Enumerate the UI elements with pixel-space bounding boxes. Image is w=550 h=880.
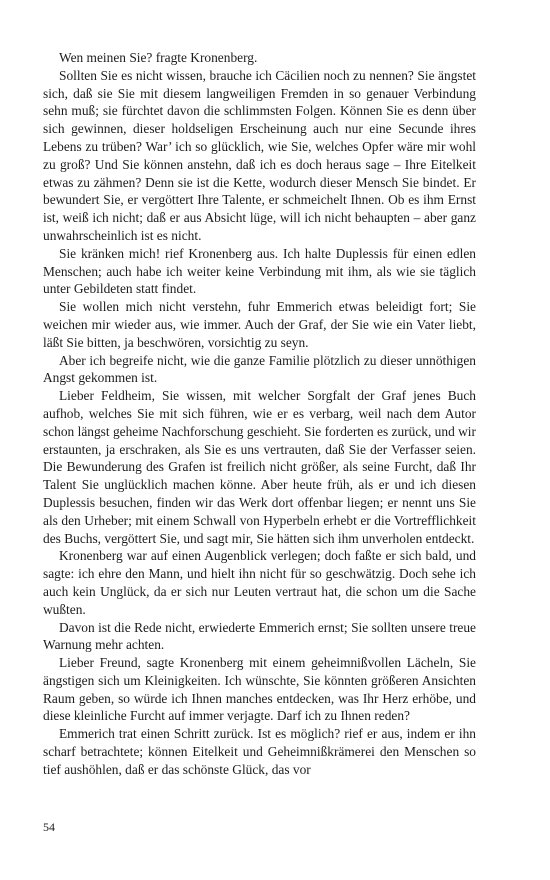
paragraph: Kronenberg war auf einen Augenblick verlegen; doch faßte er sich bald, und sagte: ich ehre den Mann, und hielt ihn nicht für so geschwätzig. Doch sehe ich auch kein Unglück, da er sich nur Leuten vertraut hat, die schon um die Sache wußten. (43, 548, 476, 617)
paragraph: Lieber Freund, sagte Kronenberg mit einem geheimnißvollen Lächeln, Sie ängstigen sich um Kleinigkeiten. Ich wünschte, Sie könnten größeren Ansichten Raum geben, so würde ich Ihnen manches entdecken, was Ihr Herz erhöbe, und diese kleinliche Furcht auf immer verjagte. Darf ich zu Ihnen reden? (43, 655, 476, 724)
paragraph: Emmerich trat einen Schritt zurück. Ist es möglich? rief er aus, indem er ihn scharf betrachtete; können Eitelkeit und Geheimnißkrämerei den Menschen so tief aushöhlen, daß er das schönste Glück, das vor (43, 726, 476, 777)
page-number: 54 (43, 820, 55, 834)
paragraph: Sollten Sie es nicht wissen, brauche ich Cäcilien noch zu nennen? Sie ängstet sich, daß sie Sie mit diesem langweiligen Fremden in so genauer Verbindung sehn muß; sie fürchtet davon die schlimmsten Folgen. Können Sie es denn über sich gewinnen, dieser holdseligen Erscheinung auch nur eine Secunde ihres Lebens zu trüben? War’ ich so glücklich, wie Sie, welches Opfer wäre mir wohl zu groß? Und Sie können anstehn, daß ich es doch heraus sage – Ihre Eitelkeit etwas zu zähmen? Denn sie ist die Kette, wodurch dieser Mensch Sie bindet. Er bewundert Sie, er vergöttert Ihre Talente, er schmeichelt Ihnen. Ob es ihm Ernst ist, weiß ich nicht; daß er aus Absicht lüge, will ich nicht behaupten – aber ganz unwahrscheinlich ist es nicht. (43, 67, 476, 243)
paragraph: Sie kränken mich! rief Kronenberg aus. Ich halte Duplessis für einen edlen Menschen; auch habe ich weiter keine Verbindung mit ihm, als wie sie täglich unter Gebildeten statt findet. (43, 245, 476, 297)
paragraph: Davon ist die Rede nicht, erwiederte Emmerich ernst; Sie sollten unsere treue Warnung mehr achten. (43, 619, 476, 653)
paragraph: Aber ich begreife nicht, wie die ganze Familie plötzlich zu dieser unnöthigen Angst gekommen ist. (43, 352, 476, 386)
book-page-text (43, 49, 476, 779)
paragraph: Sie wollen mich nicht verstehn, fuhr Emmerich etwas beleidigt fort; Sie weichen mir wieder aus, wie immer. Auch der Graf, der Sie wie ein Vater liebt, läßt Sie bitten, ja beschwören, vorsichtig zu seyn. (43, 299, 476, 350)
paragraph: Lieber Feldheim, Sie wissen, mit welcher Sorgfalt der Graf jenes Buch aufhob, welches Sie mit sich führen, wie er es verbarg, weil nach dem Autor schon längst geheime Nachforschung geschieht. Sie forderten es zurück, und wir erstaunten, ja erschraken, als Sie es uns vertrauten, daß Sie der Verfasser seien. Die Bewunderung des Grafen ist freilich nicht größer, als seine Furcht, daß Ihr Talent Sie unglücklich machen könne. Aber heute früh, als er und ich diesen Duplessis besuchen, finden wir das Werk dort offenbar liegen; er nennt uns Sie als den Urheber; mit einem Schwall von Hyperbeln erhebt er die Vortrefflichkeit des Buchs, vergöttert Sie, und sagt mir, Sie hätten sich ihm unverholen entdeckt. (43, 388, 476, 546)
paragraph: Wen meinen Sie? fragte Kronenberg. (59, 50, 258, 65)
